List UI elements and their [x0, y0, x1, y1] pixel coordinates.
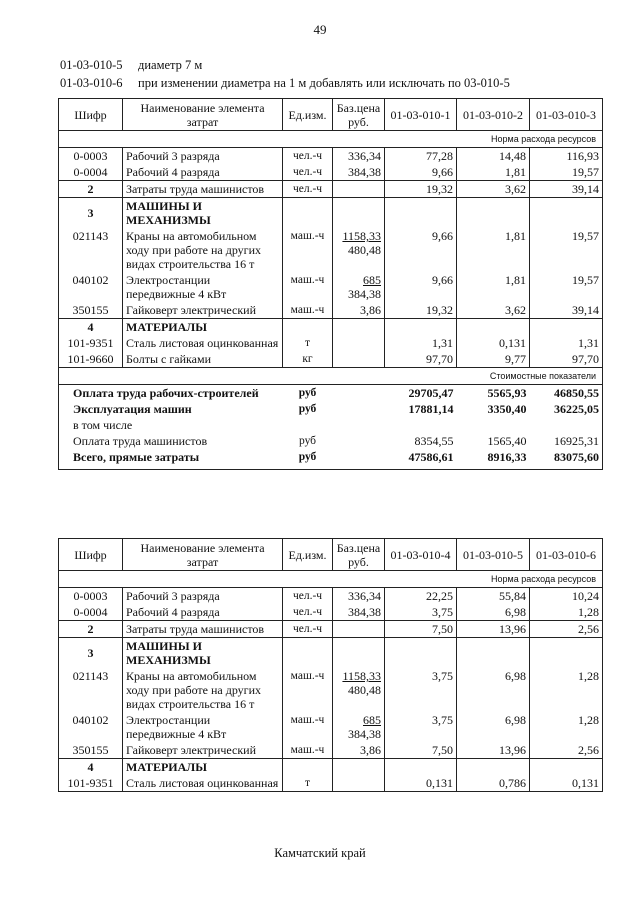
row-price: 3,86	[333, 742, 385, 759]
row-price	[333, 712, 385, 742]
table-row	[59, 148, 603, 165]
total-value: 47586,61	[385, 449, 457, 470]
row-price	[333, 775, 385, 792]
total-name: в том числе	[59, 417, 283, 433]
header-code: Шифр	[59, 539, 123, 571]
row-price	[333, 228, 385, 272]
table-row	[59, 228, 603, 272]
row-value: 6,98	[457, 668, 530, 712]
row-price	[333, 181, 385, 198]
price-total: 1158,33	[342, 669, 381, 683]
row-name: Рабочий 3 разряда	[123, 588, 283, 605]
row-unit: чел.-ч	[283, 148, 333, 165]
intro-text: диаметр 7 м	[138, 58, 203, 72]
total-name: Оплата труда машинистов	[59, 433, 283, 449]
row-unit: чел.-ч	[283, 164, 333, 181]
row-name: Рабочий 3 разряда	[123, 148, 283, 165]
price-total: 685	[363, 273, 381, 287]
total-value: 16925,31	[530, 433, 603, 449]
row-name: Электростанции передвижные 4 кВт	[123, 712, 283, 742]
total-name: Оплата труда рабочих-строителей	[59, 385, 283, 402]
section-head-row	[59, 319, 603, 336]
row-price	[333, 272, 385, 302]
table-row	[59, 604, 603, 621]
total-row	[59, 385, 603, 402]
row-unit: маш.-ч	[283, 668, 333, 712]
row-name: Рабочий 4 разряда	[123, 164, 283, 181]
row-code: 0-0004	[59, 604, 123, 621]
total-unit: руб	[283, 449, 333, 470]
total-value: 36225,05	[530, 401, 603, 417]
total-row	[59, 417, 603, 433]
row-value: 1,28	[530, 712, 603, 742]
row-name: Болты с гайками	[123, 351, 283, 368]
row-value: 77,28	[385, 148, 457, 165]
total-unit: руб	[298, 435, 317, 447]
header-col: 01-03-010-4	[385, 539, 457, 571]
row-price	[333, 335, 385, 351]
header-price: Баз.цена руб.	[333, 99, 385, 131]
row-value: 1,28	[530, 668, 603, 712]
row-unit: маш.-ч	[283, 228, 333, 272]
header-code: Шифр	[59, 99, 123, 131]
row-value: 19,57	[530, 272, 603, 302]
row-price: 336,34	[333, 588, 385, 605]
section-head-row	[59, 759, 603, 776]
row-price	[333, 351, 385, 368]
row-code: 101-9660	[59, 351, 123, 368]
row-value: 39,14	[530, 181, 603, 198]
header-col: 01-03-010-2	[457, 99, 530, 131]
price-wage: 384,38	[348, 287, 381, 301]
total-value: 83075,60	[530, 449, 603, 470]
total-row	[59, 401, 603, 417]
row-value: 1,81	[457, 228, 530, 272]
row-unit: маш.-ч	[283, 712, 333, 742]
intro-code: 01-03-010-5	[60, 58, 123, 72]
table-header-row	[59, 539, 603, 571]
row-name: Гайковерт электрический	[123, 302, 283, 319]
row-value: 13,96	[457, 742, 530, 759]
row-unit: маш.-ч	[283, 272, 333, 302]
resource-table-2	[58, 538, 603, 792]
norm-label-row	[59, 571, 603, 588]
section-title: МАШИНЫ И МЕХАНИЗМЫ	[123, 198, 283, 229]
header-price: Баз.цена руб.	[333, 539, 385, 571]
row-value: 1,28	[530, 604, 603, 621]
row-value: 14,48	[457, 148, 530, 165]
row-value: 39,14	[530, 302, 603, 319]
row-value: 7,50	[385, 742, 457, 759]
table-row	[59, 302, 603, 319]
row-name: Гайковерт электрический	[123, 742, 283, 759]
row-code: 021143	[59, 668, 123, 712]
table-row	[59, 742, 603, 759]
section-code: 3	[59, 638, 123, 669]
section-head-row	[59, 198, 603, 229]
row-code: 0-0003	[59, 588, 123, 605]
row-value: 3,62	[457, 302, 530, 319]
row-name: Сталь листовая оцинкованная	[123, 335, 283, 351]
section-title: МАШИНЫ И МЕХАНИЗМЫ	[123, 638, 283, 669]
row-unit: чел.-ч	[283, 604, 333, 621]
row-name: Сталь листовая оцинкованная	[123, 775, 283, 792]
row-price: 384,38	[333, 604, 385, 621]
row-value: 1,31	[530, 335, 603, 351]
norm-label-row	[59, 131, 603, 148]
header-col: 01-03-010-3	[530, 99, 603, 131]
header-name: Наименование элемента затрат	[123, 539, 283, 571]
row-value: 2,56	[530, 742, 603, 759]
row-value: 1,81	[457, 164, 530, 181]
table-row	[59, 668, 603, 712]
total-row	[59, 433, 603, 449]
row-value: 9,77	[457, 351, 530, 368]
total-value: 29705,47	[385, 385, 457, 402]
total-unit: руб	[283, 385, 333, 402]
header-col: 01-03-010-5	[457, 539, 530, 571]
row-value: 10,24	[530, 588, 603, 605]
row-value: 3,75	[385, 712, 457, 742]
header-col: 01-03-010-1	[385, 99, 457, 131]
row-value: 0,131	[530, 775, 603, 792]
total-row	[59, 449, 603, 470]
table-row	[59, 775, 603, 792]
row-price: 384,38	[333, 164, 385, 181]
row-code: 0-0004	[59, 164, 123, 181]
row-code: 101-9351	[59, 775, 123, 792]
row-value: 0,131	[385, 775, 457, 792]
row-price: 336,34	[333, 148, 385, 165]
table-header-row	[59, 99, 603, 131]
row-unit: кг	[283, 351, 333, 368]
row-code: 350155	[59, 302, 123, 319]
row-value: 19,57	[530, 164, 603, 181]
row-value: 19,57	[530, 228, 603, 272]
total-value: 17881,14	[408, 402, 454, 416]
section-head-row	[59, 638, 603, 669]
row-code: 0-0003	[59, 148, 123, 165]
norm-label: Норма расхода ресурсов	[59, 131, 603, 148]
row-unit: маш.-ч	[283, 742, 333, 759]
table-row	[59, 272, 603, 302]
row-name: Затраты труда машинистов	[123, 621, 283, 638]
table-row	[59, 351, 603, 368]
row-value: 9,66	[385, 272, 457, 302]
intro-text: при изменении диаметра на 1 м добавлять или исключать по 03-010-5	[138, 76, 510, 90]
price-wage: 480,48	[348, 683, 381, 697]
row-code: 021143	[59, 228, 123, 272]
row-value: 1,31	[385, 335, 457, 351]
row-price	[333, 668, 385, 712]
row-unit: чел.-ч	[283, 588, 333, 605]
intro-code: 01-03-010-6	[60, 76, 123, 90]
row-value: 9,66	[385, 164, 457, 181]
row-name: Краны на автомобильном ходу при работе на других видах строительства 16 т	[123, 668, 283, 712]
total-value: 46850,55	[530, 385, 603, 402]
price-total: 685	[363, 713, 381, 727]
table-row	[59, 335, 603, 351]
price-wage: 384,38	[348, 727, 381, 741]
row-value: 116,93	[530, 148, 603, 165]
row-value: 9,66	[385, 228, 457, 272]
header-name: Наименование элемента затрат	[123, 99, 283, 131]
row-price	[333, 621, 385, 638]
row-value: 55,84	[457, 588, 530, 605]
row-value: 6,98	[457, 712, 530, 742]
row-value: 19,32	[385, 302, 457, 319]
cost-label-row	[59, 368, 603, 385]
table-row	[59, 164, 603, 181]
row-code: 2	[59, 181, 123, 198]
total-value: 5565,93	[457, 385, 530, 402]
row-value: 2,56	[530, 621, 603, 638]
intro-line-1	[60, 58, 202, 73]
price-wage: 480,48	[348, 243, 381, 257]
row-name: Рабочий 4 разряда	[123, 604, 283, 621]
total-name: Всего, прямые затраты	[59, 449, 283, 470]
resource-table-1	[58, 98, 603, 470]
intro-line-2	[60, 76, 510, 91]
header-col: 01-03-010-6	[530, 539, 603, 571]
machinists-row	[59, 621, 603, 638]
row-unit: чел.-ч	[283, 621, 333, 638]
section-code: 4	[59, 759, 123, 776]
row-value: 6,98	[457, 604, 530, 621]
table-row	[59, 712, 603, 742]
header-unit: Ед.изм.	[283, 99, 333, 131]
row-value: 3,62	[457, 181, 530, 198]
row-name: Краны на автомобильном ходу при работе на других видах строительства 16 т	[123, 228, 283, 272]
section-code: 4	[59, 319, 123, 336]
table-row	[59, 588, 603, 605]
row-value: 0,786	[457, 775, 530, 792]
row-code: 040102	[59, 712, 123, 742]
machinists-row	[59, 181, 603, 198]
row-code: 2	[59, 621, 123, 638]
total-value: 8354,55	[414, 434, 454, 448]
price-total: 1158,33	[342, 229, 381, 243]
row-value: 3,75	[385, 604, 457, 621]
section-code: 3	[59, 198, 123, 229]
total-unit: руб	[298, 403, 317, 415]
total-value: 1565,40	[487, 434, 527, 448]
row-unit: т	[283, 775, 333, 792]
row-value: 19,32	[385, 181, 457, 198]
total-value: 3350,40	[487, 402, 527, 416]
row-value: 22,25	[385, 588, 457, 605]
row-price: 3,86	[333, 302, 385, 319]
row-name: Электростанции передвижные 4 кВт	[123, 272, 283, 302]
total-name: Эксплуатация машин	[59, 401, 283, 417]
header-unit: Ед.изм.	[283, 539, 333, 571]
row-name: Затраты труда машинистов	[123, 181, 283, 198]
page-number: 49	[313, 22, 327, 37]
row-value: 13,96	[457, 621, 530, 638]
footer-region: Камчатский край	[274, 846, 366, 860]
cost-label: Стоимостные показатели	[59, 368, 603, 385]
total-value: 8916,33	[457, 449, 530, 470]
row-value: 97,70	[385, 351, 457, 368]
row-code: 040102	[59, 272, 123, 302]
row-value: 3,75	[385, 668, 457, 712]
row-code: 350155	[59, 742, 123, 759]
row-unit: чел.-ч	[283, 181, 333, 198]
section-title: МАТЕРИАЛЫ	[123, 319, 283, 336]
section-title: МАТЕРИАЛЫ	[123, 759, 283, 776]
row-value: 7,50	[385, 621, 457, 638]
row-unit: маш.-ч	[283, 302, 333, 319]
row-value: 0,131	[457, 335, 530, 351]
row-value: 1,81	[457, 272, 530, 302]
row-unit: т	[283, 335, 333, 351]
norm-label: Норма расхода ресурсов	[59, 571, 603, 588]
row-value: 97,70	[530, 351, 603, 368]
row-code: 101-9351	[59, 335, 123, 351]
